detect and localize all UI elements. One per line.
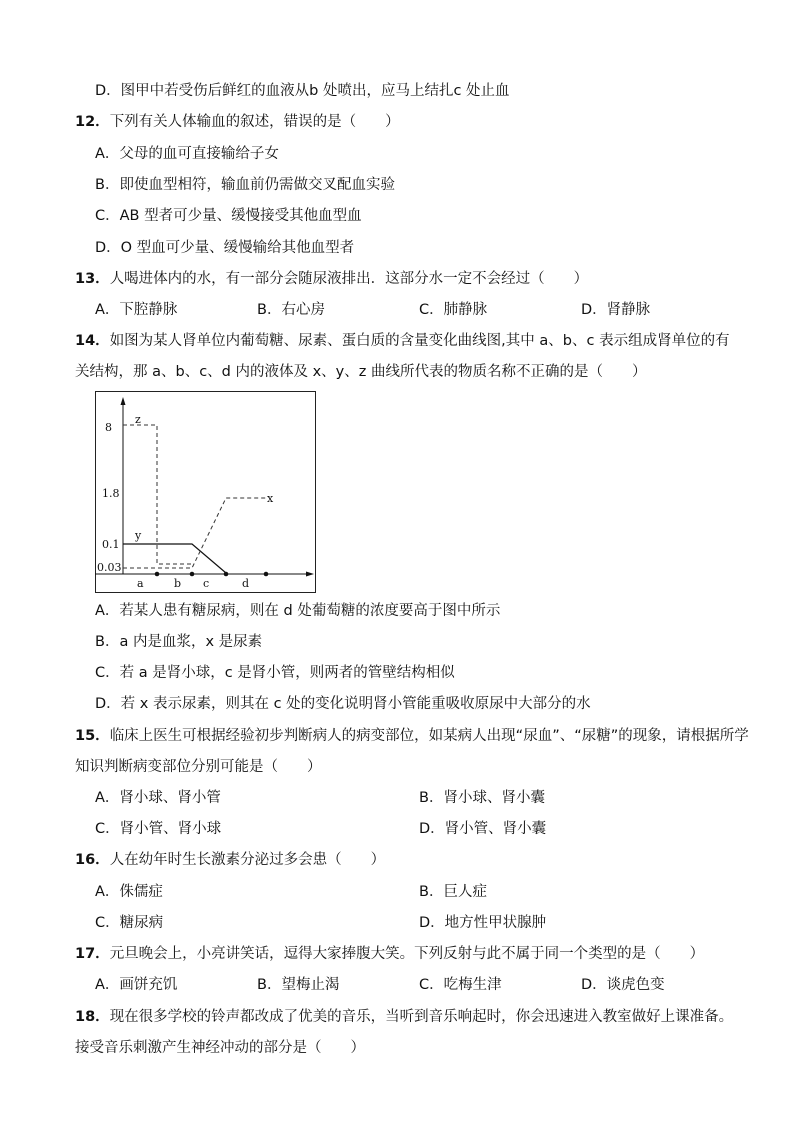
q13-option-c: C．肺静脉: [419, 302, 488, 318]
x-label-d: d: [242, 577, 250, 590]
q15-option-d: D．肾小管、肾小囊: [419, 821, 547, 837]
q18-text-line2: 接受音乐刺激产生神经冲动的部分是（ ）: [75, 1040, 365, 1056]
q15-number: 15．: [75, 728, 110, 744]
q17-option-b: B．望梅止渴: [257, 977, 340, 993]
q12-option-a: A．父母的血可直接输给子女: [95, 146, 279, 162]
q16-option-b: B．巨人症: [419, 884, 487, 900]
q17-option-d: D．谈虎色变: [581, 977, 665, 993]
q14-option-c: C．若 a 是肾小球，c 是肾小管，则两者的管壁结构相似: [95, 665, 455, 681]
point-a: [155, 572, 160, 577]
q15-option-b: B．肾小球、肾小囊: [419, 790, 545, 806]
series-y-label: y: [135, 529, 142, 542]
q15-text-line2: 知识判断病变部位分别可能是（ ）: [75, 759, 322, 775]
q17-text: 元旦晚会上，小亮讲笑话，逗得大家捧腹大笑。下列反射与此不属于同一个类型的是（ ）: [109, 946, 705, 962]
q12-option-d: D．O 型血可少量、缓慢输给其他血型者: [95, 240, 355, 256]
q17-option-c: C．吃梅生津: [419, 977, 502, 993]
q13-stem: [75, 269, 588, 289]
q13-number: 13．: [75, 271, 110, 287]
q11-option-d: D．图甲中若受伤后鲜红的血液从b 处喷出，应马上结扎c 处止血: [95, 83, 510, 99]
q14-stem: [75, 331, 730, 351]
q17-number: 17．: [75, 946, 110, 962]
y-tick-0.03: 0.03: [97, 561, 122, 574]
q13-option-b: B．右心房: [257, 302, 325, 318]
series-z-label: z: [135, 413, 141, 426]
x-label-b: b: [174, 577, 182, 590]
point-c: [224, 572, 229, 577]
q13-option-d: D．肾静脉: [581, 302, 651, 318]
point-b: [190, 572, 195, 577]
q14-text-line1: 如图为某人肾单位内葡萄糖、尿素、蛋白质的含量变化曲线图,其中 a、b、c 表示组成肾单位的有: [109, 333, 730, 349]
q16-stem: [75, 850, 385, 870]
q14-option-a: A．若某人患有糖尿病，则在 d 处葡萄糖的浓度要高于图中所示: [95, 603, 501, 619]
q15-text-line1: 临床上医生可根据经验初步判断病人的病变部位，如某病人出现“尿血”、“尿糖”的现象，请根据所学: [109, 728, 749, 744]
q16-number: 16．: [75, 852, 110, 868]
q14-option-b: B．a 内是血浆，x 是尿素: [95, 634, 263, 650]
q13-text: 人喝进体内的水，有一部分会随尿液排出．这部分水一定不会经过（ ）: [109, 271, 589, 287]
q17-stem: [75, 944, 704, 964]
q16-option-a: A．侏儒症: [95, 884, 163, 900]
q15-option-a: A．肾小球、肾小管: [95, 790, 221, 806]
x-label-c: c: [203, 577, 210, 590]
q16-option-c: C．糖尿病: [95, 915, 164, 931]
q14-option-d: D．若 x 表示尿素，则其在 c 处的变化说明肾小管能重吸收原尿中大部分的水: [95, 696, 591, 712]
q13-option-a: A．下腔静脉: [95, 302, 178, 318]
q18-number: 18．: [75, 1009, 110, 1025]
point-d: [264, 572, 269, 577]
q15-option-c: C．肾小管、肾小球: [95, 821, 222, 837]
chart-frame: [96, 392, 316, 593]
q18-text-line1: 现在很多学校的铃声都改成了优美的音乐，当听到音乐响起时，你会迅速进入教室做好上课准备。: [109, 1009, 734, 1025]
y-tick-1.8: 1.8: [102, 487, 120, 500]
q14-number: 14．: [75, 333, 110, 349]
q16-text: 人在幼年时生长激素分泌过多会患（ ）: [109, 852, 386, 868]
q12-option-c: C．AB 型者可少量、缓慢接受其他血型血: [95, 208, 362, 224]
series-x-label: x: [267, 492, 274, 505]
q12-option-b: B．即使血型相符，输血前仍需做交叉配血实验: [95, 177, 395, 193]
q12-stem: [75, 112, 400, 132]
kidney-concentration-chart: [95, 391, 316, 593]
q12-text: 下列有关人体输血的叙述，错误的是（ ）: [109, 114, 400, 130]
q15-stem: [75, 726, 749, 746]
q14-text-line2: 关结构，那 a、b、c、d 内的液体及 x、y、z 曲线所代表的物质名称不正确的是（ ）: [75, 364, 647, 380]
x-label-a: a: [137, 577, 144, 590]
y-tick-8: 8: [105, 421, 112, 434]
y-tick-0.1: 0.1: [102, 538, 120, 551]
q17-option-a: A．画饼充饥: [95, 977, 178, 993]
q12-number: 12．: [75, 114, 110, 130]
q16-option-d: D．地方性甲状腺肿: [419, 915, 547, 931]
q18-stem: [75, 1007, 733, 1027]
